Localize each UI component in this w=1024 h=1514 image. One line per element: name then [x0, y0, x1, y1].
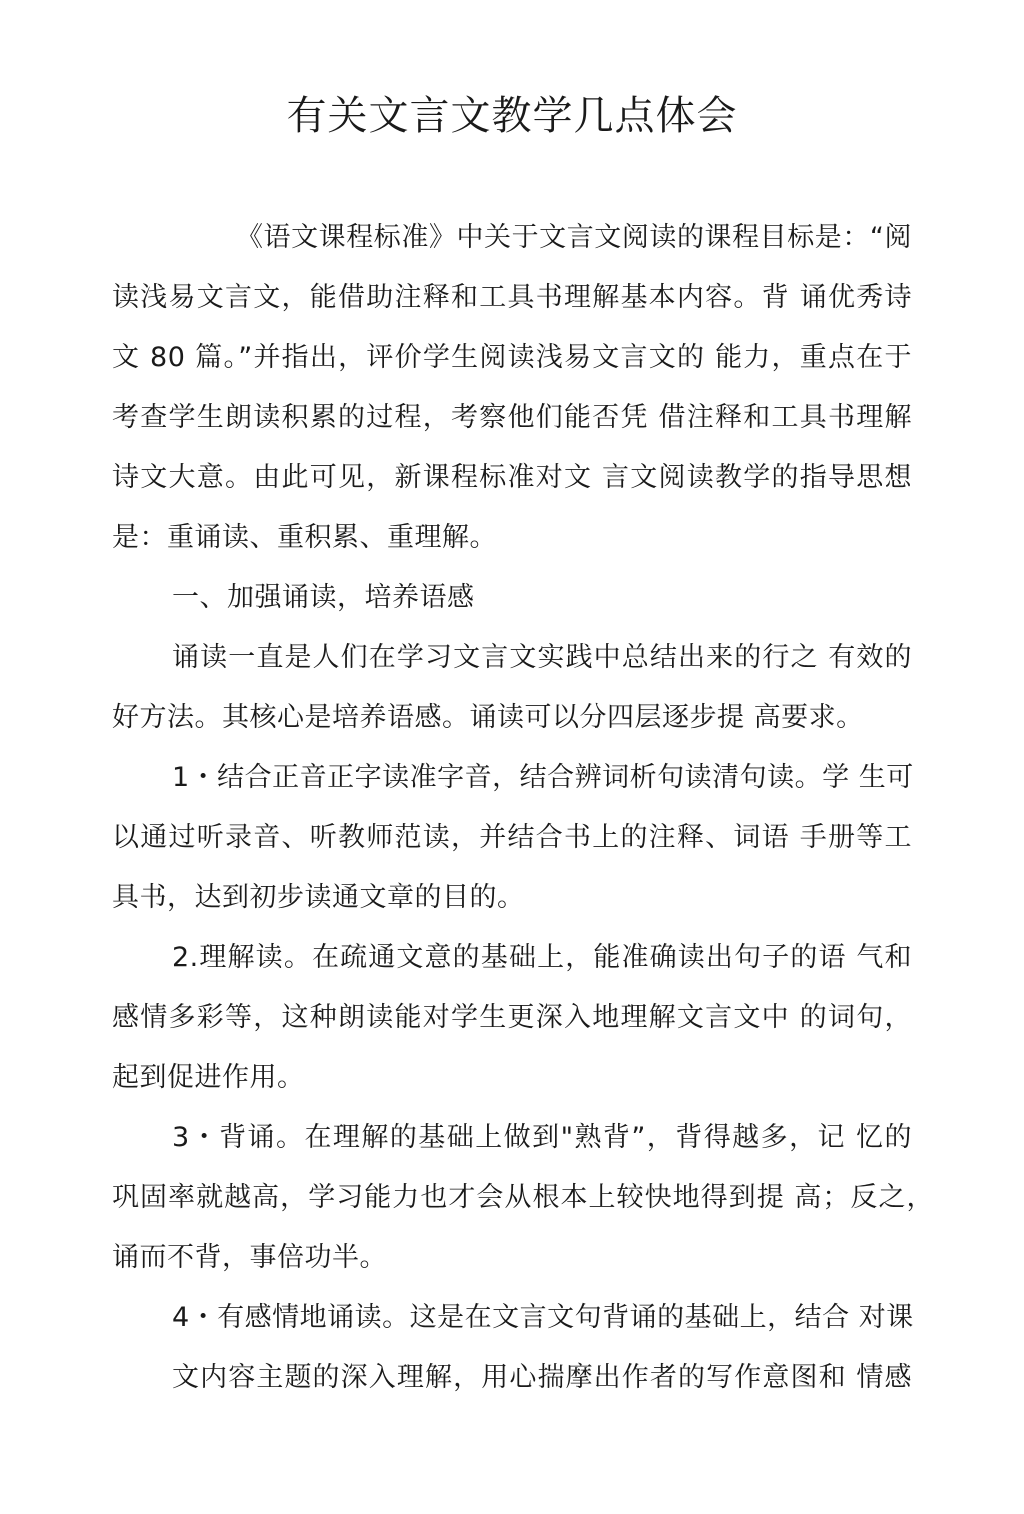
document-title: 有关文言文教学几点体会 — [286, 93, 738, 139]
body-line: 诗文大意。由此可见，新课程标准对文 言文阅读教学的指导思想 — [112, 462, 912, 493]
body-line: 是：重诵读、重积累、重理解。 — [112, 522, 497, 553]
body-line: 考查学生朗读积累的过程，考察他们能否凭 借注释和工具书理解 — [112, 402, 912, 433]
body-line: 具书，达到初步读通文章的目的。 — [112, 882, 525, 913]
body-line: 好方法。其核心是培养语感。诵读可以分四层逐步提 高要求。 — [112, 702, 864, 733]
body-line: 读浅易文言文，能借助注释和工具书理解基本内容。背 诵优秀诗 — [112, 282, 912, 313]
body-line: 感情多彩等，这种朗读能对学生更深入地理解文言文中 的词句， — [112, 1002, 912, 1033]
body-line: 起到促进作用。 — [112, 1062, 305, 1093]
body-line: 以通过听录音、听教师范读，并结合书上的注释、词语 手册等工 — [112, 822, 912, 853]
body-line: 巩固率就越高，学习能力也才会从根本上较快地得到提 高；反之， — [112, 1182, 934, 1213]
body-line: 文 80 篇。”并指出，评价学生阅读浅易文言文的 能力，重点在于 — [112, 342, 912, 373]
body-line: 《语文课程标准》中关于文言文阅读的课程目标是：“阅 — [236, 222, 912, 253]
section-heading: 一、加强诵读，培养语感 — [172, 582, 475, 613]
body-line: 4・有感情地诵读。这是在文言文句背诵的基础上，结合 对课 — [172, 1302, 914, 1333]
body-line: 2.理解读。在疏通文意的基础上，能准确读出句子的语 气和 — [172, 942, 912, 973]
body-line: 3・背诵。在理解的基础上做到"熟背”，背得越多，记 忆的 — [172, 1122, 912, 1153]
body-line: 诵而不背，事倍功半。 — [112, 1242, 387, 1273]
body-line: 文内容主题的深入理解，用心揣摩出作者的写作意图和 情感 — [172, 1362, 912, 1393]
body-line: 1・结合正音正字读准字音，结合辨词析句读清句读。学 生可 — [172, 762, 914, 793]
body-line: 诵读一直是人们在学习文言文实践中总结出来的行之 有效的 — [172, 642, 912, 673]
